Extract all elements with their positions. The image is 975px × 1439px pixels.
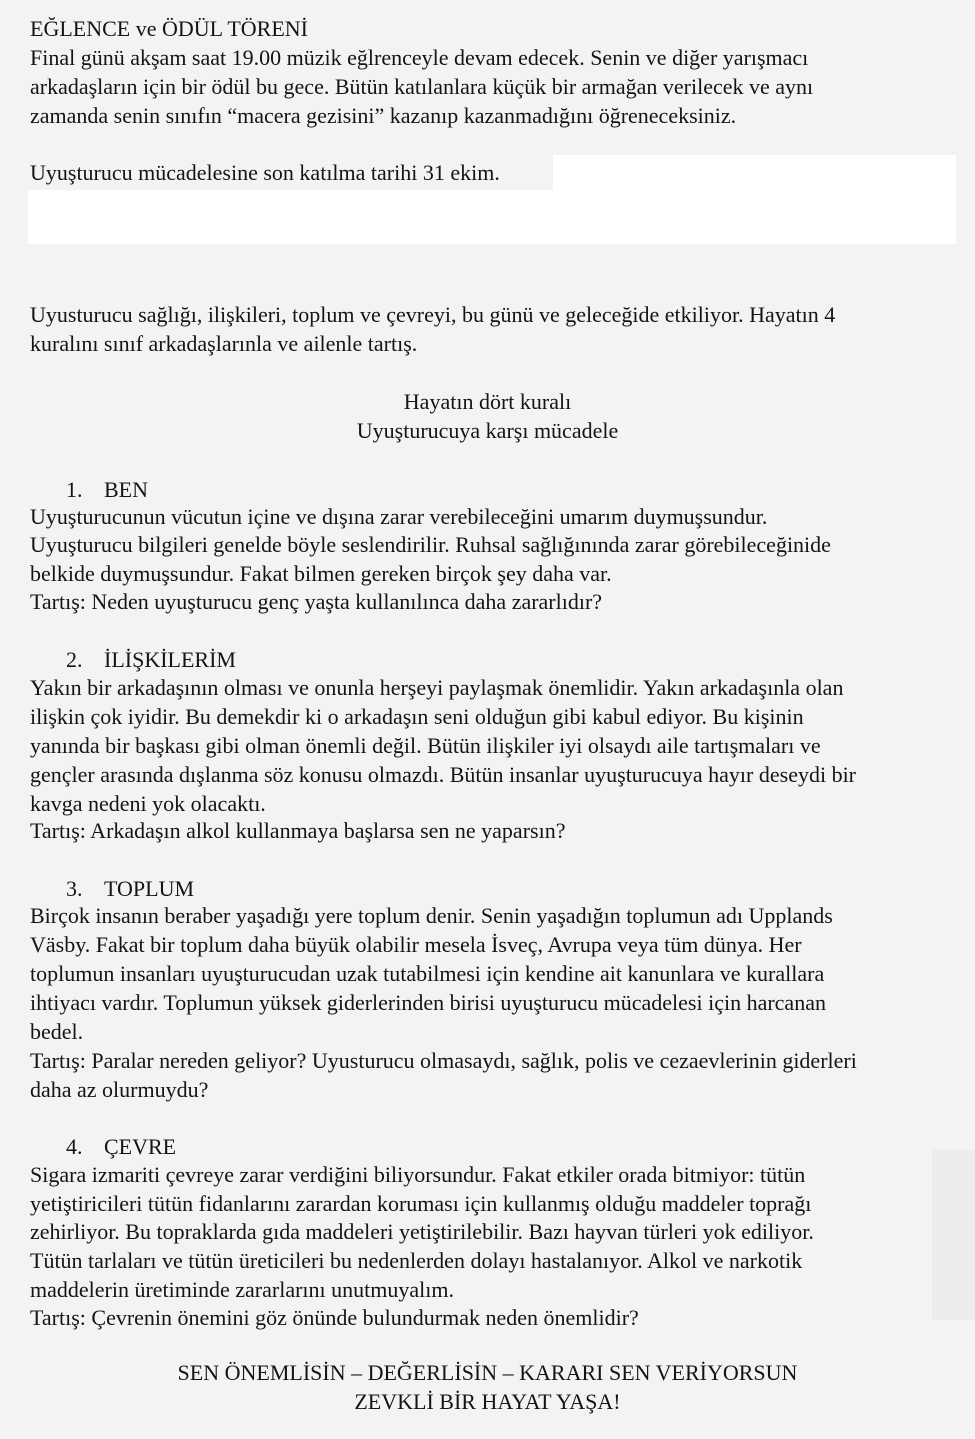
rule-iliskilerim-line: kavga nedeni yok olacaktı. bbox=[30, 791, 266, 816]
subtitle-campaign: Uyuşturucuya karşı mücadele bbox=[356, 418, 619, 443]
rule-ben-discussion: Tartış: Neden uyuşturucu genç yaşta kullanılınca daha zararlıdır? bbox=[30, 589, 603, 614]
rule-toplum-discussion: Tartış: Paralar nereden geliyor? Uyusturucu olmasaydı, sağlık, polis ve cezaevlerinin giderleri bbox=[30, 1048, 857, 1073]
closing-slogan: SEN ÖNEMLİSİN – DEĞERLİSİN – KARARI SEN VERİYORSUN bbox=[177, 1360, 798, 1385]
rule-cevre-discussion: Tartış: Çevrenin önemini göz önünde bulundurmak neden önemlidir? bbox=[30, 1305, 639, 1330]
rule-toplum-line: bedel. bbox=[30, 1019, 84, 1044]
rule-number: 1. bbox=[66, 477, 83, 502]
deadline-text: Uyuşturucu mücadelesine son katılma tarihi 31 ekim. bbox=[30, 160, 500, 185]
rule-title-toplum: TOPLUM bbox=[104, 876, 195, 901]
rule-toplum-line: ihtiyacı vardır. Toplumun yüksek giderlerinden birisi uyuşturucu mücadelesi için harcanan bbox=[30, 990, 826, 1015]
rule-title-cevre: ÇEVRE bbox=[104, 1134, 177, 1159]
rule-cevre-line: Tütün tarlaları ve tütün üreticileri bu nedenlerden dolayı hastalanıyor. Alkol ve narkotik bbox=[30, 1248, 803, 1273]
rule-number: 2. bbox=[66, 647, 83, 672]
redacted-area-top bbox=[553, 155, 956, 192]
rule-title-ben: BEN bbox=[104, 477, 148, 502]
rule-toplum-discussion: daha az olurmuydu? bbox=[30, 1077, 209, 1102]
rule-ben-line: belkide duymuşsundur. Fakat bilmen gereken birçok şey daha var. bbox=[30, 561, 612, 586]
redacted-area-bottom bbox=[28, 190, 956, 244]
rule-toplum-line: Birçok insanın beraber yaşadığı yere toplum denir. Senin yaşadığın toplumun adı Upplands bbox=[30, 903, 833, 928]
intro-paragraph-line: kuralını sınıf arkadaşlarınla ve ailenle tartış. bbox=[30, 331, 418, 356]
subtitle-rules: Hayatın dört kuralı bbox=[403, 389, 572, 414]
intro-paragraph-line: Uyusturucu sağlığı, ilişkileri, toplum ve çevreyi, bu günü ve geleceğide etkiliyor. Hayatın 4 bbox=[30, 302, 836, 327]
rule-cevre-line: Sigara izmariti çevreye zarar verdiğini biliyorsundur. Fakat etkiler orada bitmiyor: tütün bbox=[30, 1162, 806, 1187]
rule-number: 4. bbox=[66, 1134, 83, 1159]
rule-ben-line: Uyuşturucunun vücutun içine ve dışına zarar verebileceğini umarım duymuşsundur. bbox=[30, 504, 768, 529]
event-paragraph-line: arkadaşların için bir ödül bu gece. Bütün katılanlara küçük bir armağan verilecek ve aynı bbox=[30, 74, 814, 99]
rule-iliskilerim-line: Yakın bir arkadaşının olması ve onunla herşeyi paylaşmak önemlidir. Yakın arkadaşınla olan bbox=[30, 675, 844, 700]
rule-number: 3. bbox=[66, 876, 83, 901]
closing-slogan-second: ZEVKLİ BİR HAYAT YAŞA! bbox=[354, 1389, 621, 1414]
scan-artifact bbox=[932, 1150, 975, 1320]
rule-iliskilerim-discussion: Tartış: Arkadaşın alkol kullanmaya başlarsa sen ne yaparsın? bbox=[30, 818, 566, 843]
event-paragraph-line: Final günü akşam saat 19.00 müzik eğlrenceyle devam edecek. Senin ve diğer yarışmacı bbox=[30, 45, 809, 70]
event-section-title: EĞLENCE ve ÖDÜL TÖRENİ bbox=[30, 16, 309, 41]
rule-ben-line: Uyuşturucu bilgileri genelde böyle seslendirilir. Ruhsal sağlığınında zarar görebileceğinide bbox=[30, 532, 831, 557]
rule-iliskilerim-line: ilişkin çok iyidir. Bu demekdir ki o arkadaşın seni olduğun gibi kabul ediyor. Bu kişinin bbox=[30, 704, 804, 729]
rule-cevre-line: maddelerin üretiminde zararlarını unutmuyalım. bbox=[30, 1277, 454, 1302]
rule-iliskilerim-line: yanında bir başkası gibi olman önemli değil. Bütün ilişkiler iyi olsaydı aile tartışmaları ve bbox=[30, 733, 821, 758]
rule-toplum-line: Väsby. Fakat bir toplum daha büyük olabilir mesela İsveç, Avrupa veya tüm dünya. Her bbox=[30, 932, 802, 957]
rule-toplum-line: toplumun insanları uyuşturucudan uzak tutabilmesi için kendine ait kanunlara ve kurallara bbox=[30, 961, 825, 986]
rule-cevre-line: yetiştiricileri tütün fidanlarını zarardan koruması için kullanmış olduğu maddeler toprağı bbox=[30, 1191, 812, 1216]
rule-title-iliskilerim: İLİŞKİLERİM bbox=[104, 647, 236, 672]
rule-iliskilerim-line: gençler arasında dışlanma söz konusu olmazdı. Bütün insanlar uyuşturucuya hayır deseydi bir bbox=[30, 762, 857, 787]
rule-cevre-line: zehirliyor. Bu topraklarda gıda maddeleri yetiştirilebilir. Bazı hayvan türleri yok ediliyor. bbox=[30, 1219, 814, 1244]
event-paragraph-line: zamanda senin sınıfın “macera gezisini” kazanıp kazanmadığını öğreneceksiniz. bbox=[30, 103, 737, 128]
